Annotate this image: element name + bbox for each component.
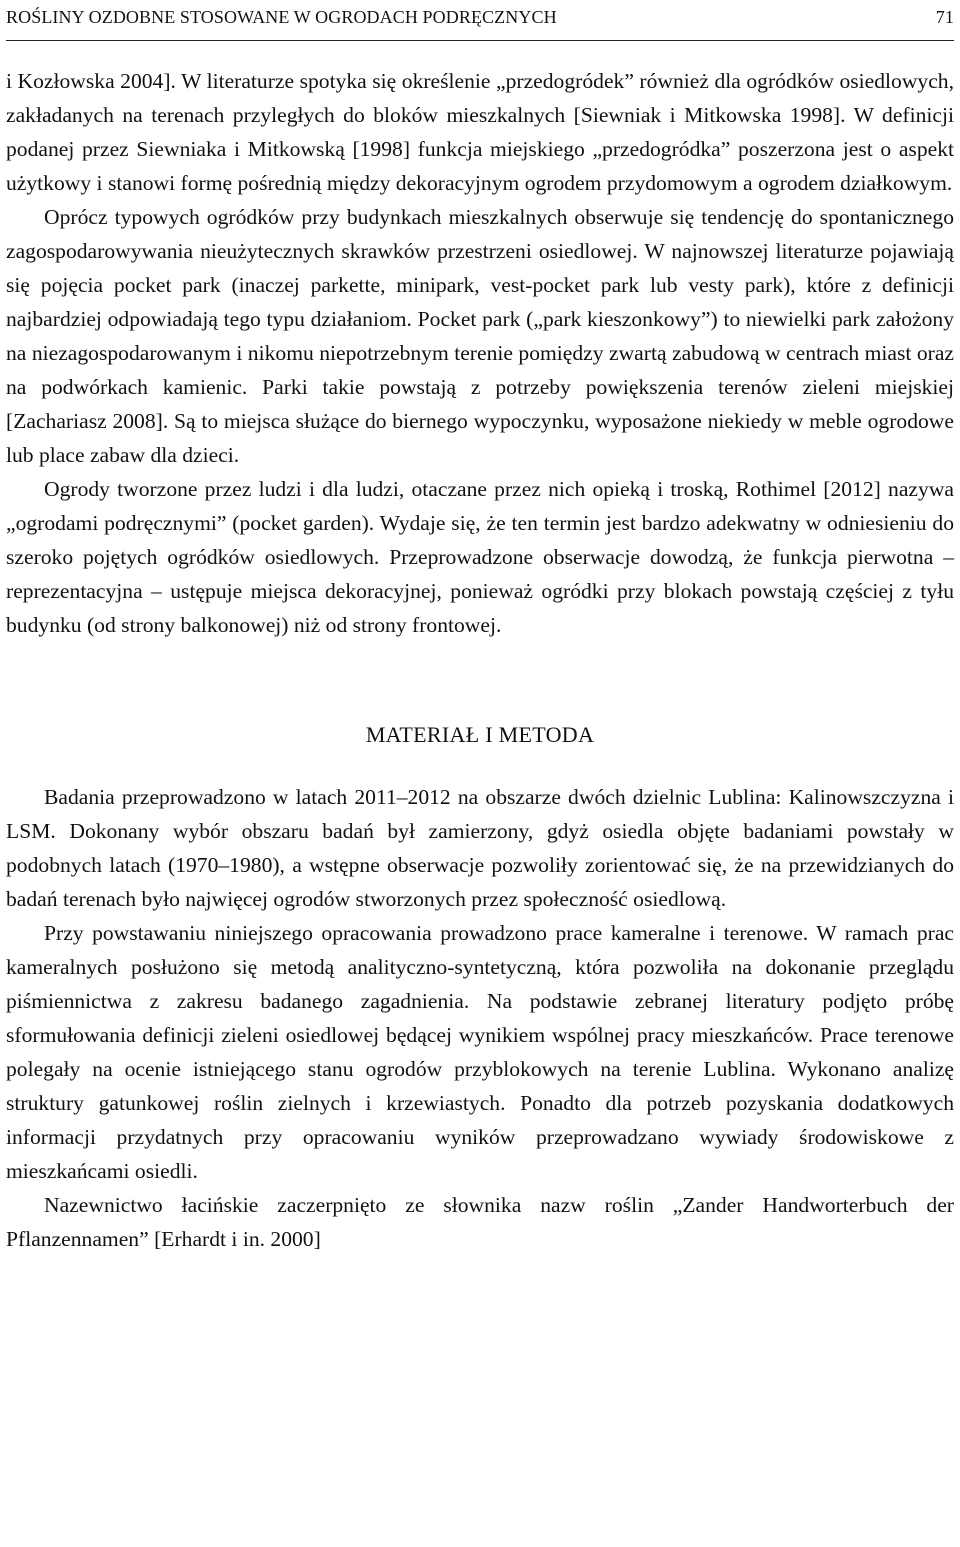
paragraph-continued: i Kozłowska 2004]. W literaturze spotyka się określenie „przedogródek” również dla ogródków osiedlowych, zakładanych na terenach przyległych do bloków mieszkalnych [Siewniak i Mitkowska 1998]. W definicji podanej przez Siewniaka i Mitkowską [1998] funkcja miejskiego „przedogródka” poszerzona jest o aspekt użytkowy i stanowi formę pośrednią między dekoracyjnym ogrodem przydomowym a ogrodem działkowym. — [6, 69, 954, 195]
paragraph-pocket-park: Oprócz typowych ogródków przy budynkach mieszkalnych obserwuje się tendencję do spontanicznego zagospodarowywania nieużytecznych skrawków przestrzeni osiedlowej. W najnowszej literaturze pojawiają się pojęcia pocket park (inaczej parkette, minipark, vest-pocket park lub vesty park), które z definicji najbardziej odpowiadają tego typu działaniom. Pocket park („park kieszonkowy”) to niewielki park założony na niezagospodarowanym i nikomu niepotrzebnym terenie pomiędzy zwartą zabudową w centrach miast oraz na podwórkach kamienic. Parki takie powstają z potrzeby powiększenia terenów zieleni miejskiej [Zachariasz 2008]. Są to miejsca służące do biernego wypoczynku, wyposażone niekiedy w meble ogrodowe lub place zabaw dla dzieci. — [6, 205, 954, 467]
body-text — [6, 64, 954, 642]
paragraph-nomenclature: Nazewnictwo łacińskie zaczerpnięto ze słownika nazw roślin „Zander Handworterbuch der Pflanzennamen” [Erhardt i in. 2000] — [6, 1193, 954, 1251]
running-title: ROŚLINY OZDOBNE STOSOWANE W OGRODACH PODRĘCZNYCH — [6, 7, 557, 27]
paragraph-methods: Przy powstawaniu niniejszego opracowania prowadzono prace kameralne i terenowe. W ramach prac kameralnych posłużono się metodą analityczno-syntetyczną, która pozwoliła na dokonanie przeglądu piśmiennictwa z zakresu badanego zagadnienia. Na podstawie zebranej literatury podjęto próbę sformułowania definicji zieleni osiedlowej będącej wynikiem wspólnej pracy mieszkańców. Prace terenowe polegały na ocenie istniejącego stanu ogrodów przyblokowych na terenie Lublina. Wykonano analizę struktury gatunkowej roślin zielnych i krzewiastych. Ponadto dla potrzeb pozyskania dodatkowych informacji przydatnych przy opracowaniu wyników przeprowadzano wywiady środowiskowe z mieszkańcami osiedli. — [6, 921, 954, 1183]
paragraph-pocket-garden: Ogrody tworzone przez ludzi i dla ludzi, otaczane przez nich opieką i troską, Rothimel [2012] nazywa „ogrodami podręcznymi” (pocket garden). Wydaje się, że ten termin jest bardzo adekwatny w odniesieniu do szeroko pojętych ogródków osiedlowych. Przeprowadzone obserwacje dowodzą, że funkcja pierwotna – reprezentacyjna – ustępuje miejsca dekoracyjnej, ponieważ ogródki przy blokach powstają częściej z tyłu budynku (od strony balkonowej) niż od strony frontowej. — [6, 477, 954, 637]
page-number: 71 — [935, 7, 954, 27]
paragraph-study-area: Badania przeprowadzono w latach 2011–2012 na obszarze dwóch dzielnic Lublina: Kalinowszczyzna i LSM. Dokonany wybór obszaru badań był zamierzony, gdyż osiedla objęte badaniami powstały w podobnych latach (1970–1980), a wstępne obserwacje pozwoliły zorientować się, że na przewidzianych do badań terenach było najwięcej ogrodów stworzonych przez społeczność osiedlową. — [6, 785, 954, 911]
running-header — [6, 0, 954, 41]
document-page — [6, 0, 954, 1256]
section-text — [6, 780, 954, 1256]
section-heading: MATERIAŁ I METODA — [365, 722, 595, 747]
